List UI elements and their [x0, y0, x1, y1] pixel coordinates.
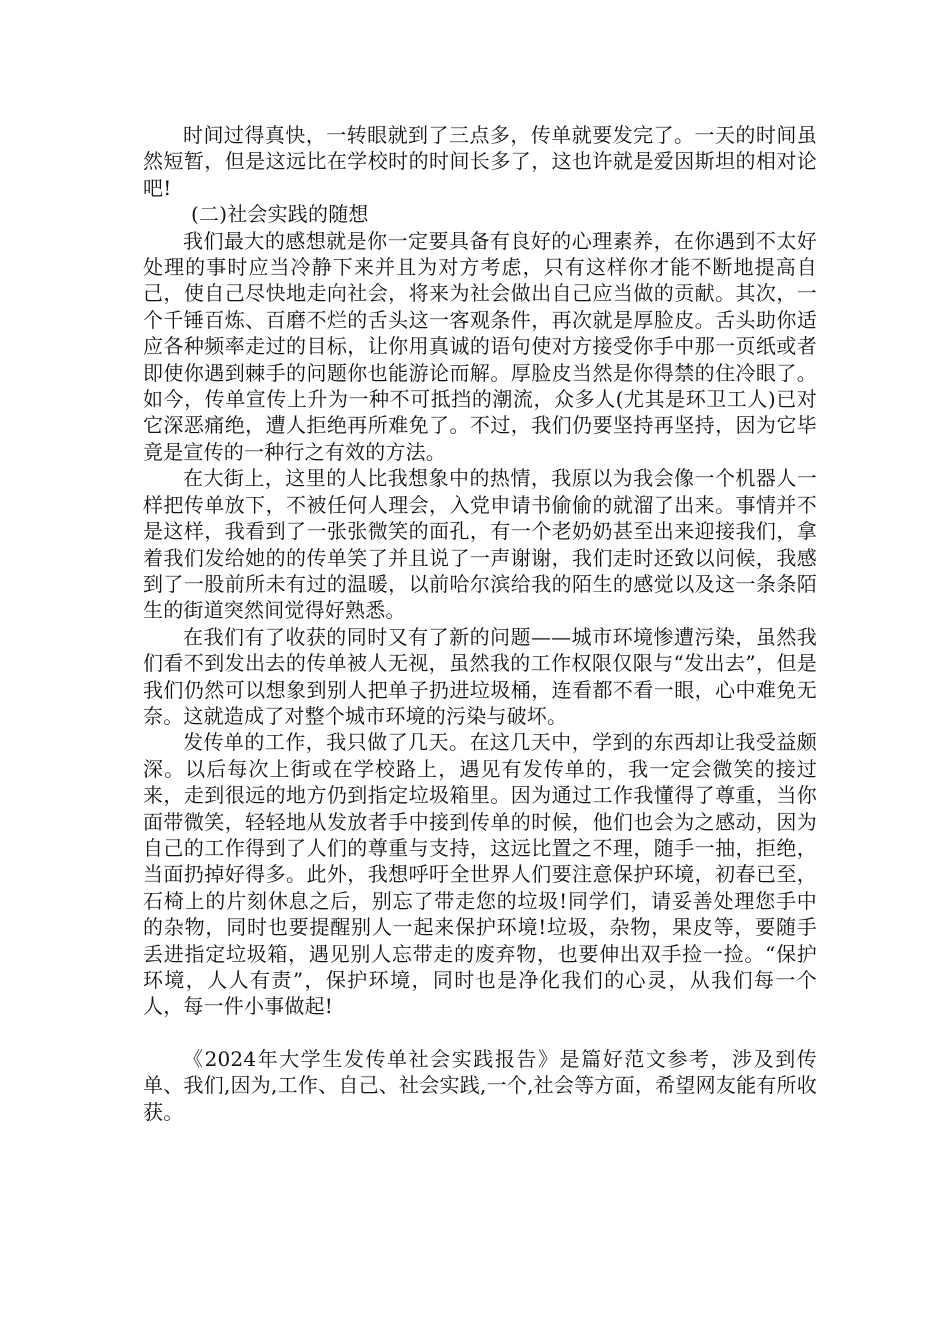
document-body: [143, 122, 817, 1125]
paragraph-street: 在大街上，这里的人比我想象中的热情，我原以为我会像一个机器人一样把传单放下，不被任何人理会，入党申请书偷偷的就溜了出来。事情并不是这样，我看到了一张张微笑的面孔，有一个老奶奶甚至出来迎接我们，拿着我们发给她的的传单笑了并且说了一声谢谢，我们走时还致以问候，我感到了一股前所未有过的温暖，以前哈尔滨给我的陌生的感觉以及这一条条陌生的街道突然间觉得好熟悉。: [143, 466, 817, 623]
paragraph-environment: 在我们有了收获的同时又有了新的问题——城市环境惨遭污染，虽然我们看不到发出去的传单被人无视，虽然我的工作权限仅限与“发出去”，但是我们仍然可以想象到别人把单子扔进垃圾桶，连看都不看一眼，心中难免无奈。这就造成了对整个城市环境的污染与破坏。: [143, 624, 817, 728]
paragraph-summary: 《2024年大学生发传单社会实践报告》是篇好范文参考，涉及到传单、我们,因为,工作、自己、社会实践,一个,社会等方面，希望网友能有所收获。: [143, 1046, 817, 1124]
paragraph-spacer: [143, 1020, 817, 1046]
section-heading: (二)社会实践的随想: [191, 202, 369, 227]
paragraph-conclusion: 发传单的工作，我只做了几天。在这几天中，学到的东西却让我受益颇深。以后每次上街或在学校路上，遇见有发传单的，我一定会微笑的接过来，走到很远的地方仍到指定垃圾箱里。因为通过工作我懂得了尊重，当你面带微笑，轻轻地从发放者手中接到传单的时候，他们也会为之感动，因为自己的工作得到了人们的尊重与支持，这远比置之不理，随手一抽，拒绝，当面扔掉好得多。此外，我想呼吁全世界人们要注意保护环境，初春已至，石椅上的片刻休息之后，别忘了带走您的垃圾!同学们，请妥善处理您手中的杂物，同时也要提醒别人一起来保护环境!垃圾，杂物，果皮等，要随手丢进指定垃圾箱，遇见别人忘带走的废弃物，也要伸出双手捡一捡。“保护环境，人人有责”，保护环境，同时也是净化我们的心灵，从我们每一个人，每一件小事做起!: [143, 730, 817, 1019]
paragraph-reflection: 我们最大的感想就是你一定要具备有良好的心理素养，在你遇到不太好处理的事时应当冷静下来并且为对方考虑，只有这样你才能不断地提高自己，使自己尽快地走向社会，将来为社会做出自己应当做的贡献。其次，一个千锤百炼、百磨不烂的舌头这一客观条件，再次就是厚脸皮。舌头助你适应各种频率走过的目标，让你用真诚的语句使对方接受你手中那一页纸或者即使你遇到棘手的问题你也能游论而解。厚脸皮当然是你得禁的住冷眼了。如今，传单宣传上升为一种不可抵挡的潮流，众多人(尤其是环卫工人)已对它深恶痛绝，遭人拒绝再所难免了。不过，我们仍要坚持再坚持，因为它毕竟是宣传的一种行之有效的方法。: [143, 228, 817, 464]
paragraph-intro: 时间过得真快，一转眼就到了三点多，传单就要发完了。一天的时间虽然短暂，但是这远比在学校时的时间长多了，这也许就是爱因斯坦的相对论吧!: [143, 123, 817, 200]
